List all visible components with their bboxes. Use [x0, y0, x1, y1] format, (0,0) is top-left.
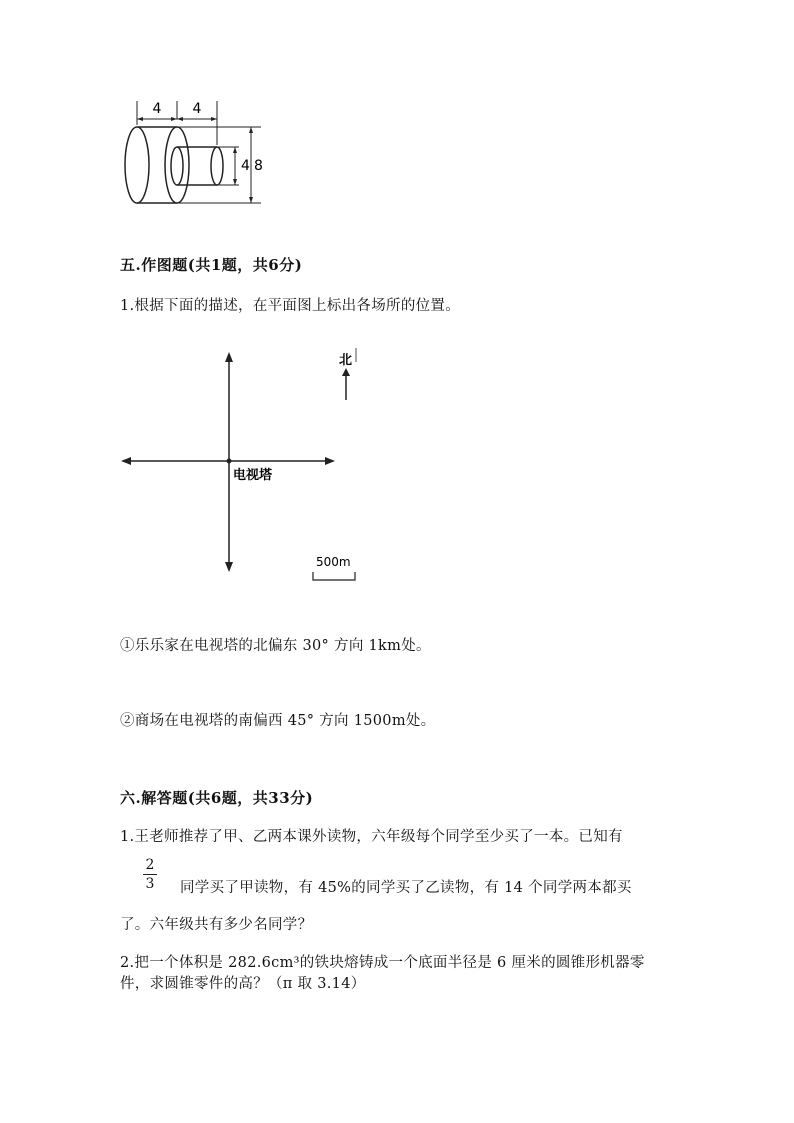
section6-q1-line2: 同学买了甲读物，有 45%的同学买了乙读物，有 14 个同学两本都买 — [180, 880, 632, 896]
section5-item2: ②商场在电视塔的南偏西 45° 方向 1500m处。 — [120, 713, 436, 729]
map-center-label: 电视塔 — [233, 468, 273, 483]
dim-inner-height-label: 4 — [241, 158, 250, 174]
section6-q1-line1: 1.王老师推荐了甲、乙两本课外读物，六年级每个同学至少买了一本。已知有 — [120, 829, 623, 845]
dim-right-label: 4 — [192, 101, 202, 117]
fraction-denominator: 3 — [145, 876, 155, 892]
fraction-two-thirds — [142, 858, 158, 891]
section6-q2-line1: 2.把一个体积是 282.6cm³的铁块熔铸成一个底面半径是 6 厘米的圆锥形机器零 — [120, 955, 645, 971]
section5-item1: ①乐乐家在电视塔的北偏东 30° 方向 1km处。 — [120, 638, 431, 654]
section5-heading: 五.作图题(共1题，共6分) — [120, 256, 303, 274]
section6-q1-line3: 了。六年级共有多少名同学？ — [120, 917, 313, 933]
fraction-numerator: 2 — [145, 857, 155, 873]
scale-label: 500m — [316, 555, 351, 569]
section5-q1-text: 1.根据下面的描述，在平面图上标出各场所的位置。 — [120, 298, 461, 314]
dim-left-label: 4 — [152, 101, 162, 117]
north-label: 北 — [339, 353, 353, 368]
section6-heading: 六.解答题(共6题，共33分) — [120, 789, 314, 807]
scale-bar — [313, 572, 355, 580]
cylinder-figure — [115, 95, 275, 215]
map-figure — [115, 340, 375, 590]
dim-outer-height-label: 8 — [254, 158, 263, 174]
section6-q2-line2: 件，求圆锥零件的高？（π 取 3.14） — [120, 976, 366, 992]
